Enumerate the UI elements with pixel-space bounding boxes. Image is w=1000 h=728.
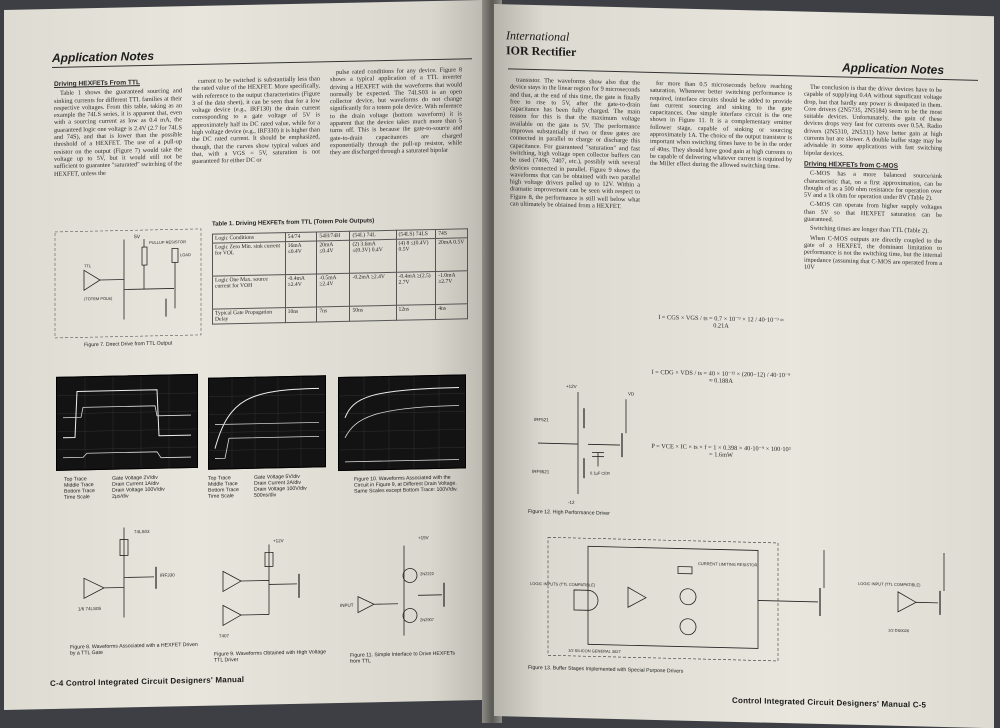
label-ds0026: 1/2 DS0026 (888, 628, 910, 634)
table-1 (212, 228, 468, 324)
table-cell: (4) 8 ≤(0.4V) 0.5V (396, 238, 436, 272)
left-page-footer: C-4 Control Integrated Circuit Designers' Manual (50, 675, 244, 688)
list-item: Switching times are longer than TTL (Table 2). (804, 225, 942, 236)
table-header-cell: (54LS) 74LS (396, 229, 436, 239)
figure-10-caption: Figure 10. Waveforms Associated with the Circuit in Figure 9, at Different Drain Voltage. Same Scales except Bottom Trace: 100V/div. (354, 474, 464, 494)
table-cell: -0.4mA ≥(2.5) 2.7V (396, 271, 436, 305)
figure-11-circuit (338, 524, 468, 647)
scope-1-legend (64, 476, 95, 501)
scope-photo-3 (338, 374, 466, 471)
list-item: C-MOS has a more balanced source/sink characteristic that, on a first approximation, can be thought of as a 500 ohm resistance for operation over 5V and a 1k ohm for operation under 8V (Table 2). (804, 170, 942, 203)
figure-13-circuit (528, 533, 976, 674)
left-col2-text: current to be switched is substantially less than the rated value of the HEXFET. More specifically, with reference to the output characteristics (Figure 3 of the data sheet), it can be seen that for a low voltage device (e.g., IRF130) the drain current corresponding to a gate voltage of 5V is approximately half its DC rated value, while for a high voltage device (e.g., IRF330) it is higher than the DC rated current. It should be emphasized, though, that the curves show typical values and that, with a VGS = 5V, saturation is not guaranteed for either DC or (192, 75, 320, 165)
legend-value: Drain Current 1A/div (112, 481, 165, 488)
label-irf9521: IRF9521 (532, 469, 550, 474)
scope-photo-2 (208, 375, 326, 469)
table-cell: 7ns (317, 306, 350, 322)
table-cell: Logic Zero Min. sink current for VOL (213, 242, 286, 277)
brand-logo (506, 28, 576, 60)
right-col3-text: The conclusion is that the driver devices have to be capable of supplying 0.4A without significant voltage drop, but that hardly any power is dissipated in them. Core drivers (2N5735, 2N5184) seem to be the most suitable devices. Unfortunately, the gain of these devices drops very fast for currents over 0.5A. Radio drivers (2N5310, 2N5311) have better gain at high currents but are slower. A double buffer stage may be advisable in some applications with fast switching bipolar devices. (804, 84, 942, 160)
label-logic-inputs: LOGIC INPUTS (TTL COMPATIBLE) (530, 581, 596, 588)
label-sg3627: 1/2 SILICON GENERAL 3627 (568, 648, 622, 654)
table-cell: 50ns (350, 305, 396, 321)
equation-3: P = VCE × IC × ts × f = 1 × 0.398 × 40·10⁻⁹ × 100·10³ = 1.6mW (650, 443, 792, 461)
circuit-label-5v: 5V (134, 234, 141, 240)
table-cell: Typical Gate Propagation Delay (213, 308, 286, 325)
legend-value: Gate Voltage 2V/div (112, 475, 165, 482)
label-cap: 0.1µF CER (590, 470, 610, 475)
label-irf521: IRF521 (534, 417, 549, 422)
table-header-cell: 74S (436, 229, 468, 239)
legend-value: 500ns/div (254, 492, 307, 499)
list-item: C-MOS can operate from higher supply voltages than 5V so that HEXFET saturation can be guaranteed. (804, 201, 942, 226)
circuit-label-ttl: TTL (84, 263, 92, 268)
table-cell: Logic One Max. source current for VOH (213, 275, 286, 310)
label-7407: 7407 (219, 633, 230, 638)
figure-13-caption: Figure 13. Buffer Stages Implemented with Special Purpose Drivers (528, 665, 683, 675)
legend-value: Drain Voltage 100V/div (112, 487, 165, 494)
legend-label: Middle Trace (64, 482, 95, 489)
table-cell: 4ns (436, 304, 468, 320)
scope-1-values (112, 475, 165, 500)
legend-value: Gate Voltage 5V/div (254, 474, 307, 481)
label-15v: +15V (418, 535, 429, 540)
legend-label: Bottom Trace (208, 487, 239, 494)
left-col1-text: Table 1 shows the guaranteed sourcing and sinking currents for different TTL families at their respective voltages. From this table, taking as an example the 74LS series, it is apparent that, even with a sourcing current as low as 0.4 mA, the guaranteed logic one voltage is 2.4V (2.7 for 74LS and 74S), and that is lower than the possible threshold of a HEXFET. The use of a pull-up resistor on the output (Figure 7) would take the voltage up to 5V, but it would still not be sufficient to guarantee "saturated" switching of the HEXFET, unless the (54, 88, 182, 178)
figure-7-circuit (54, 228, 202, 339)
label-74ls03: 74LS03 (134, 529, 150, 534)
right-column-2 (650, 80, 792, 303)
label-minus12: -12 (568, 500, 575, 505)
label-input: INPUT (340, 603, 354, 608)
left-page (4, 0, 488, 710)
circuit-label-load: LOAD (180, 252, 191, 257)
label-plus12v: +12V (566, 384, 577, 389)
right-column-3 (804, 84, 942, 527)
scope-2-values (254, 474, 307, 499)
left-column-1 (54, 78, 182, 231)
right-col2-text: for more than 0.5 microseconds before reaching saturation. Whenever better switching performance is required, interface circuits should be added to provide fast current sourcing and sinking to the gate capacitances. One simple interface circuit is the one shown in Figure 11. It is a complementary emitter follower stage, capable of sinking or sourcing approximately 1A. The choice of the output transistor is important when switching times have to be in the order of 40ns. They should have good gain at high currents to be capable of delivering whatever current is required by the Miller effect during the allowed switching time. (650, 80, 792, 171)
figure-9-caption: Figure 9. Waveforms Obtained with High Voltage TTL Driver (214, 649, 330, 663)
legend-label: Bottom Trace (64, 488, 95, 495)
table-row (213, 271, 468, 309)
label-logic-input: LOGIC INPUT (TTL COMPATIBLE) (858, 581, 921, 588)
logo-bottom-text: IOR Rectifier (506, 43, 576, 60)
right-col3-end: When C-MOS outputs are directly coupled to the gate of a HEXFET, the dominant limitation to performance is not the switching time, but the internal impedance (assuming that C-MOS are operated from a 10V (804, 234, 942, 274)
legend-label: Middle Trace (208, 481, 239, 488)
table-cell: -0.4mA ≥2.4V (285, 274, 317, 308)
label-vd: VD (628, 391, 635, 396)
table-header-cell: 54/74 (285, 232, 317, 242)
table-cell: 16mA ≤0.4V (285, 241, 317, 275)
label-current-limiting: CURRENT LIMITING RESISTOR (698, 561, 758, 567)
section-2-title: Driving HEXFETs from C-MOS (804, 161, 942, 172)
left-col3-text: pulse rated conditions for any device. Figure 8 shows a typical application of a TTL inverter driving a HEXFET with the waveforms that would normally be expected. The 74LS03 is an open collector device, but waveforms do not change significantly for a totem pole device. With reference to the drain voltage (bottom waveform) it is apparent that the device takes much more than 5 turns off. This is because the gate-to-source and gate-to-drain capacitances are charged exponentially through the pull-up resistor, while they are discharged through a saturated bipolar (330, 66, 462, 156)
figure-12-circuit (528, 377, 646, 510)
legend-label: Top Trace (64, 476, 95, 483)
scope-2-legend (208, 475, 239, 500)
table-header-cell: 54H/74H (317, 231, 350, 241)
scope-photo-1 (56, 374, 198, 471)
figure-9-circuit (209, 523, 329, 646)
figure-8-caption: Figure 8. Waveforms Associated with a HEXFET Driven by a TTL Gate (70, 642, 200, 657)
left-column-2 (192, 75, 320, 218)
label-74ls05: 1/6 74LS05 (78, 606, 102, 611)
equations (650, 308, 792, 521)
table-header-cell: (54L) 74L (350, 230, 396, 240)
right-column-1 (510, 76, 640, 375)
equation-2: I = CDG × VDS / ts = 40 × 10⁻¹² × (200−12) / 40·10⁻⁹ ≈ 0.188A (650, 368, 792, 386)
table-cell: 20mA ≤0.4V (317, 240, 350, 274)
table-1-title: Table 1. Driving HEXFETs from TTL (Totem Pole Outputs) (212, 218, 374, 227)
right-page-footer: Control Integrated Circuit Designers' Manual C-5 (732, 696, 926, 710)
table-cell: 12ns (396, 304, 436, 320)
legend-label: Top Trace (208, 475, 239, 482)
left-column-3 (330, 66, 462, 209)
table-cell: 20mA 0.5V (436, 238, 468, 272)
legend-value: Drain Voltage 100V/div (254, 486, 307, 493)
table-header-cell: Logic Conditions (213, 233, 286, 244)
logo-top-text: International (506, 28, 576, 45)
figure-8-circuit (64, 516, 194, 639)
section-title: Driving HEXFETs From TTL (54, 78, 182, 88)
right-page (494, 4, 994, 728)
table-cell: -1.0mA ≥2.7V (436, 271, 468, 305)
figure-12-caption: Figure 12. High Performance Driver (528, 509, 610, 517)
table-cell: 10ns (285, 307, 317, 323)
table-row (213, 238, 468, 276)
right-page-header: Application Notes (842, 61, 944, 77)
label-12v: +12V (273, 538, 284, 543)
table-cell: -0.2mA ≥2.4V (350, 272, 396, 306)
left-page-header: Application Notes (52, 49, 154, 65)
figure-11-caption: Figure 11. Simple Interface to Drive HEXFETs from TTL (350, 650, 460, 664)
circuit-label-pullup: PULLUP RESISTOR (149, 239, 186, 245)
label-2n2222: 2N2222 (420, 571, 435, 576)
figure-7-caption: Figure 7. Direct Drive from TTL Output (84, 340, 172, 348)
label-irf330: IRF330 (160, 572, 175, 577)
label-2n2907: 2N2907 (420, 617, 435, 622)
table-cell: (2) 3.6mA ≤(0.3V) 0.4V (350, 239, 396, 273)
legend-label: Time Scale (64, 494, 95, 501)
equation-1: I = CGS × VGS / ts = 0.7 × 10⁻⁹ × 12 / 40·10⁻⁹ ≈ 0.21A (650, 314, 792, 332)
legend-value: Drain Current 2A/div (254, 480, 307, 487)
right-col1-text: transistor. The waveforms show also that the device stays in the linear region for 9 microseconds and that, at the end of this time, the gate is finally free to rise to 5V, after the gate-to-drain capacitance has been fully charged. The main reason for this is that the maximum voltage available on the gate is 5V. The performance improves substantially if two or three gates are connected in parallel to charge or discharge this capacitance. For guaranteed "saturation" and fast switching, high voltage open collector buffers can be used (7406, 7407, etc.), possibly with several devices connected in parallel. Figure 9 shows the waveforms that can be obtained with two parallel high voltage drivers pulled up to 12V. Within a dramatic improvement can be seen with respect to Figure 8, the performance is still well below what can ultimately be obtained from a HEXFET. (510, 76, 640, 211)
table-cell: -0.5mA ≥2.4V (317, 273, 350, 307)
legend-label: Time Scale (208, 493, 239, 500)
legend-value: 2µs/div (112, 493, 165, 500)
circuit-label-totem: (TOTEM POLE) (84, 296, 113, 302)
